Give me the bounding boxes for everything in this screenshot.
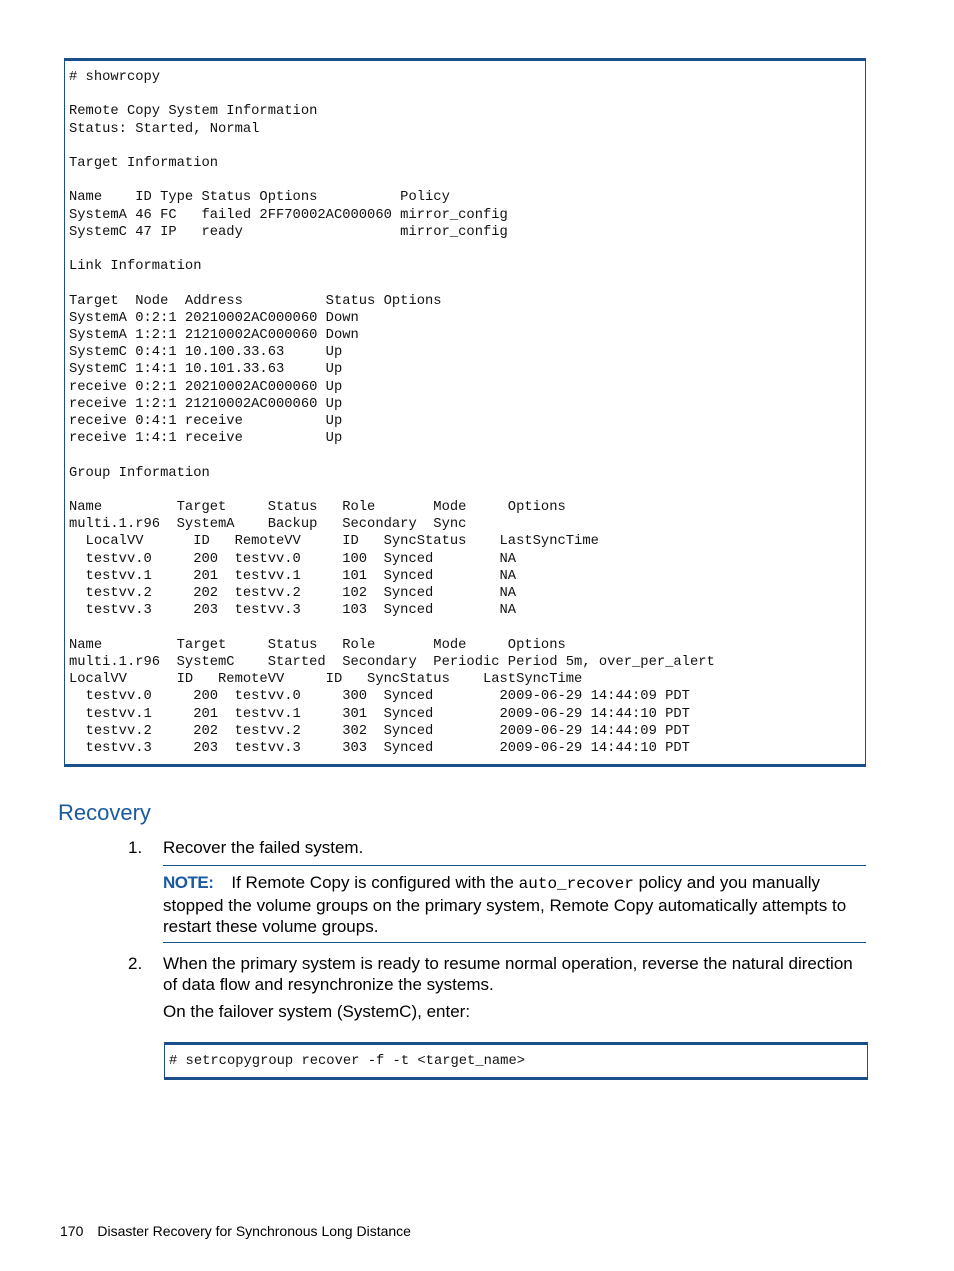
page-footer (60, 1223, 411, 1239)
code-block-setrcopygroup (164, 1042, 868, 1080)
code-text-setrcopygroup: # setrcopygroup recover -f -t <target_name> (169, 1054, 526, 1069)
step-2-followup: On the failover system (SystemC), enter: (163, 1002, 471, 1021)
note-label: NOTE: (163, 873, 214, 892)
step-number-1: 1. (128, 838, 143, 857)
page-number: 170 (60, 1223, 84, 1239)
note-box (163, 865, 866, 943)
step-text-1: Recover the failed system. (163, 838, 364, 857)
step-number-2: 2. (128, 954, 143, 973)
note-inline-code: auto_recover (518, 875, 634, 893)
note-text-before: If Remote Copy is configured with the (231, 873, 519, 892)
step-text-2: When the primary system is ready to resume normal operation, reverse the natural direction of data flow and resynchronize the systems. (163, 954, 853, 994)
note-text-after: policy and you manually stopped the volume groups on the primary system, Remote Copy automatically attempts to restart these volume groups. (163, 873, 847, 936)
section-heading: Recovery (58, 800, 151, 825)
footer-title: Disaster Recovery for Synchronous Long Distance (97, 1223, 411, 1239)
code-text-showrcopy: # showrcopy Remote Copy System Information Status: Started, Normal Target Information Name ID Type Status Options Policy SystemA 46 FC failed 2FF70002AC000060 mirror_config SystemC 47 IP ready mirror_config Link Information Target Node Address Status Options SystemA 0:2:1 20210002AC000060 Down SystemA 1:2:1 21210002AC000060 Down SystemC 0:4:1 10.100.33.63 Up SystemC 1:4:1 10.101.33.63 Up receive 0:2:1 20210002AC000060 Up receive 1:2:1 21210002AC000060 Up receive 0:4:1 receive Up receive 1:4:1 receive Up Group Information Name Target Status Role Mode Options multi.1.r96 SystemA Backup Secondary Sync LocalVV ID RemoteVV ID SyncStatus LastSyncTime testvv.0 200 testvv.0 100 Synced NA testvv.1 201 testvv.1 101 Synced NA testvv.2 202 testvv.2 102 Synced NA testvv.3 203 testvv.3 103 Synced NA Name Target Status Role Mode Options multi.1.r96 SystemC Started Secondary Periodic Period 5m, over_per_alert LocalVV ID RemoteVV ID SyncStatus LastSyncTime testvv.0 200 testvv.0 300 Synced 2009-06-29 14:44:09 PDT testvv.1 201 testvv.1 301 Synced 2009-06-29 14:44:10 PDT testvv.2 202 testvv.2 302 Synced 2009-06-29 14:44:09 PDT testvv.3 203 testvv.3 303 Synced 2009-06-29 14:44:10 PDT (69, 70, 715, 756)
code-block-showrcopy (64, 58, 866, 767)
